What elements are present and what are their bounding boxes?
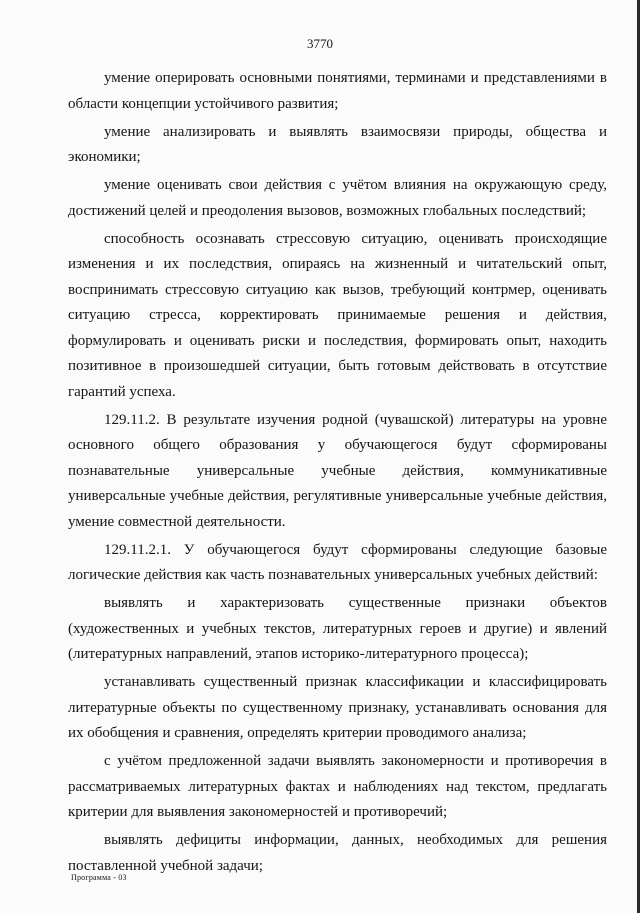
paragraph: способность осознавать стрессовую ситуацию, оценивать происходящие изменения и их последствия, опираясь на жизненный и читательский опыт, воспринимать стрессовую ситуацию как вызов, требующий контрмер, оценивать ситуацию стресса, корректировать принимаемые решения и действия, формулировать и оценивать риски и последствия, формировать опыт, находить позитивное в произошедшей ситуации, быть готовым действовать в отсутствие гарантий успеха. <box>68 230 607 400</box>
paragraph: устанавливать существенный признак классификации и классифицировать литературные объекты по существенному признаку, устанавливать основания для их обобщения и сравнения, определять критерии проводимого анализа; <box>68 674 607 741</box>
paragraph: с учётом предложенной задачи выявлять закономерности и противоречия в рассматриваемых литературных фактах и наблюдениях над текстом, предлагать критерии для выявления закономерностей и противоречий; <box>68 753 607 820</box>
paragraph: умение анализировать и выявлять взаимосвязи природы, общества и экономики; <box>68 123 607 165</box>
paragraph: умение оценивать свои действия с учётом влияния на окружающую среду, достижений целей и преодоления вызовов, возможных глобальных последствий; <box>68 177 607 219</box>
paragraph: выявлять дефициты информации, данных, необходимых для решения поставленной учебной задачи; <box>68 832 607 874</box>
paragraph: умение оперировать основными понятиями, терминами и представлениями в области концепции устойчивого развития; <box>68 70 607 112</box>
paragraph: 129.11.2. В результате изучения родной (чувашской) литературы на уровне основного общего образования у обучающегося будут сформированы познавательные универсальные учебные действия, коммуникативные универсальные учебные действия, регулятивные универсальные учебные действия, умение совместной деятельности. <box>68 411 607 530</box>
paragraph: выявлять и характеризовать существенные признаки объектов (художественных и учебных текстов, литературных героев и другие) и явлений (литературных направлений, этапов историко-литературного процесса); <box>68 595 607 662</box>
page-number: 3770 <box>307 36 333 51</box>
document-body <box>68 66 607 879</box>
page-footer: Программа - 03 <box>71 873 127 882</box>
paragraph: 129.11.2.1. У обучающегося будут сформированы следующие базовые логические действия как часть познавательных универсальных учебных действий: <box>68 541 607 583</box>
